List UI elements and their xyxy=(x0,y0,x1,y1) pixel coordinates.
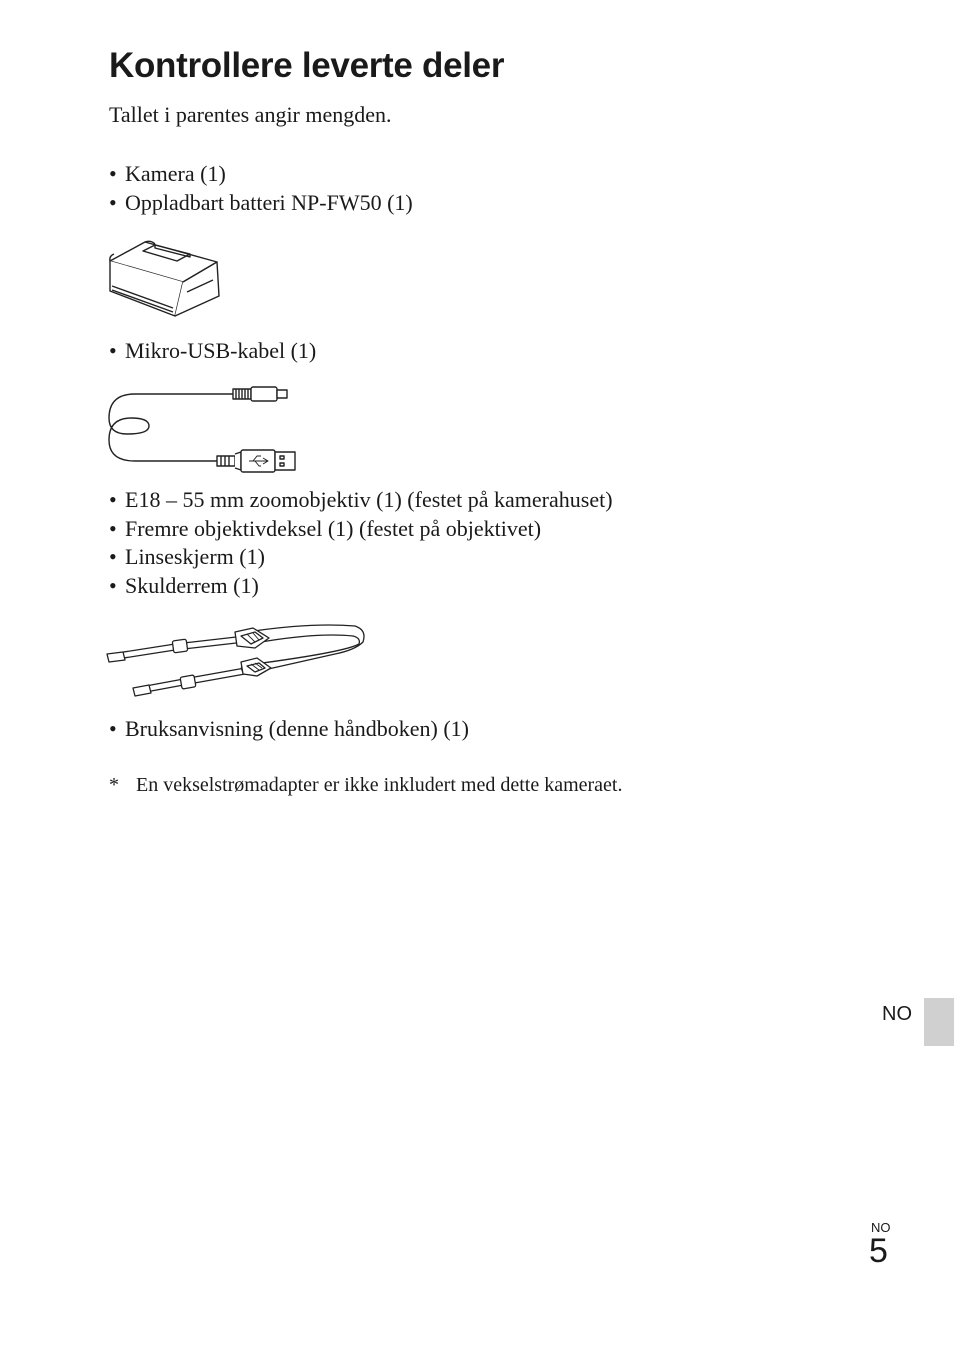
bullet: • xyxy=(109,544,117,570)
page-title: Kontrollere leverte deler xyxy=(109,46,505,85)
list-item xyxy=(109,189,413,218)
language-tab xyxy=(924,998,954,1046)
bullet: • xyxy=(109,338,117,363)
item-list-2 xyxy=(109,337,316,366)
list-item xyxy=(109,337,316,366)
shoulder-strap-illustration xyxy=(105,618,375,700)
bullet: • xyxy=(109,515,117,541)
list-item xyxy=(109,543,613,572)
battery-illustration xyxy=(105,236,227,324)
bullet: • xyxy=(109,161,117,186)
page-language: NO xyxy=(871,1220,891,1235)
bullet: • xyxy=(109,716,117,741)
bullet: • xyxy=(109,573,117,599)
item-label: Mikro-USB-kabel (1) xyxy=(125,338,317,363)
list-item xyxy=(109,515,613,544)
item-list-3 xyxy=(109,486,613,601)
footnote xyxy=(109,774,622,797)
item-label: Oppladbart batteri NP-FW50 (1) xyxy=(125,189,413,215)
list-item xyxy=(109,160,413,189)
item-label: E18 – 55 mm zoomobjektiv (1) (festet på kamerahuset) xyxy=(125,487,613,512)
usb-cable-illustration xyxy=(105,384,300,474)
item-label: Linseskjerm (1) xyxy=(125,544,265,570)
list-item xyxy=(109,572,613,601)
item-list-1 xyxy=(109,160,413,217)
footnote-text: En vekselstrømadapter er ikke inkludert med dette kameraet. xyxy=(136,774,623,796)
bullet: • xyxy=(109,189,117,215)
footnote-mark: * xyxy=(109,774,119,796)
item-label: Skulderrem (1) xyxy=(125,573,259,599)
item-label: Bruksanvisning (denne håndboken) (1) xyxy=(125,716,469,741)
list-item xyxy=(109,715,469,744)
intro-text: Tallet i parentes angir mengden. xyxy=(109,102,392,127)
list-item xyxy=(109,486,613,515)
page-number: 5 xyxy=(869,1232,888,1270)
item-label: Kamera (1) xyxy=(125,161,226,186)
item-label: Fremre objektivdeksel (1) (festet på objektivet) xyxy=(125,515,542,541)
bullet: • xyxy=(109,487,117,512)
item-list-4 xyxy=(109,715,469,744)
language-tab-label: NO xyxy=(882,1003,912,1025)
